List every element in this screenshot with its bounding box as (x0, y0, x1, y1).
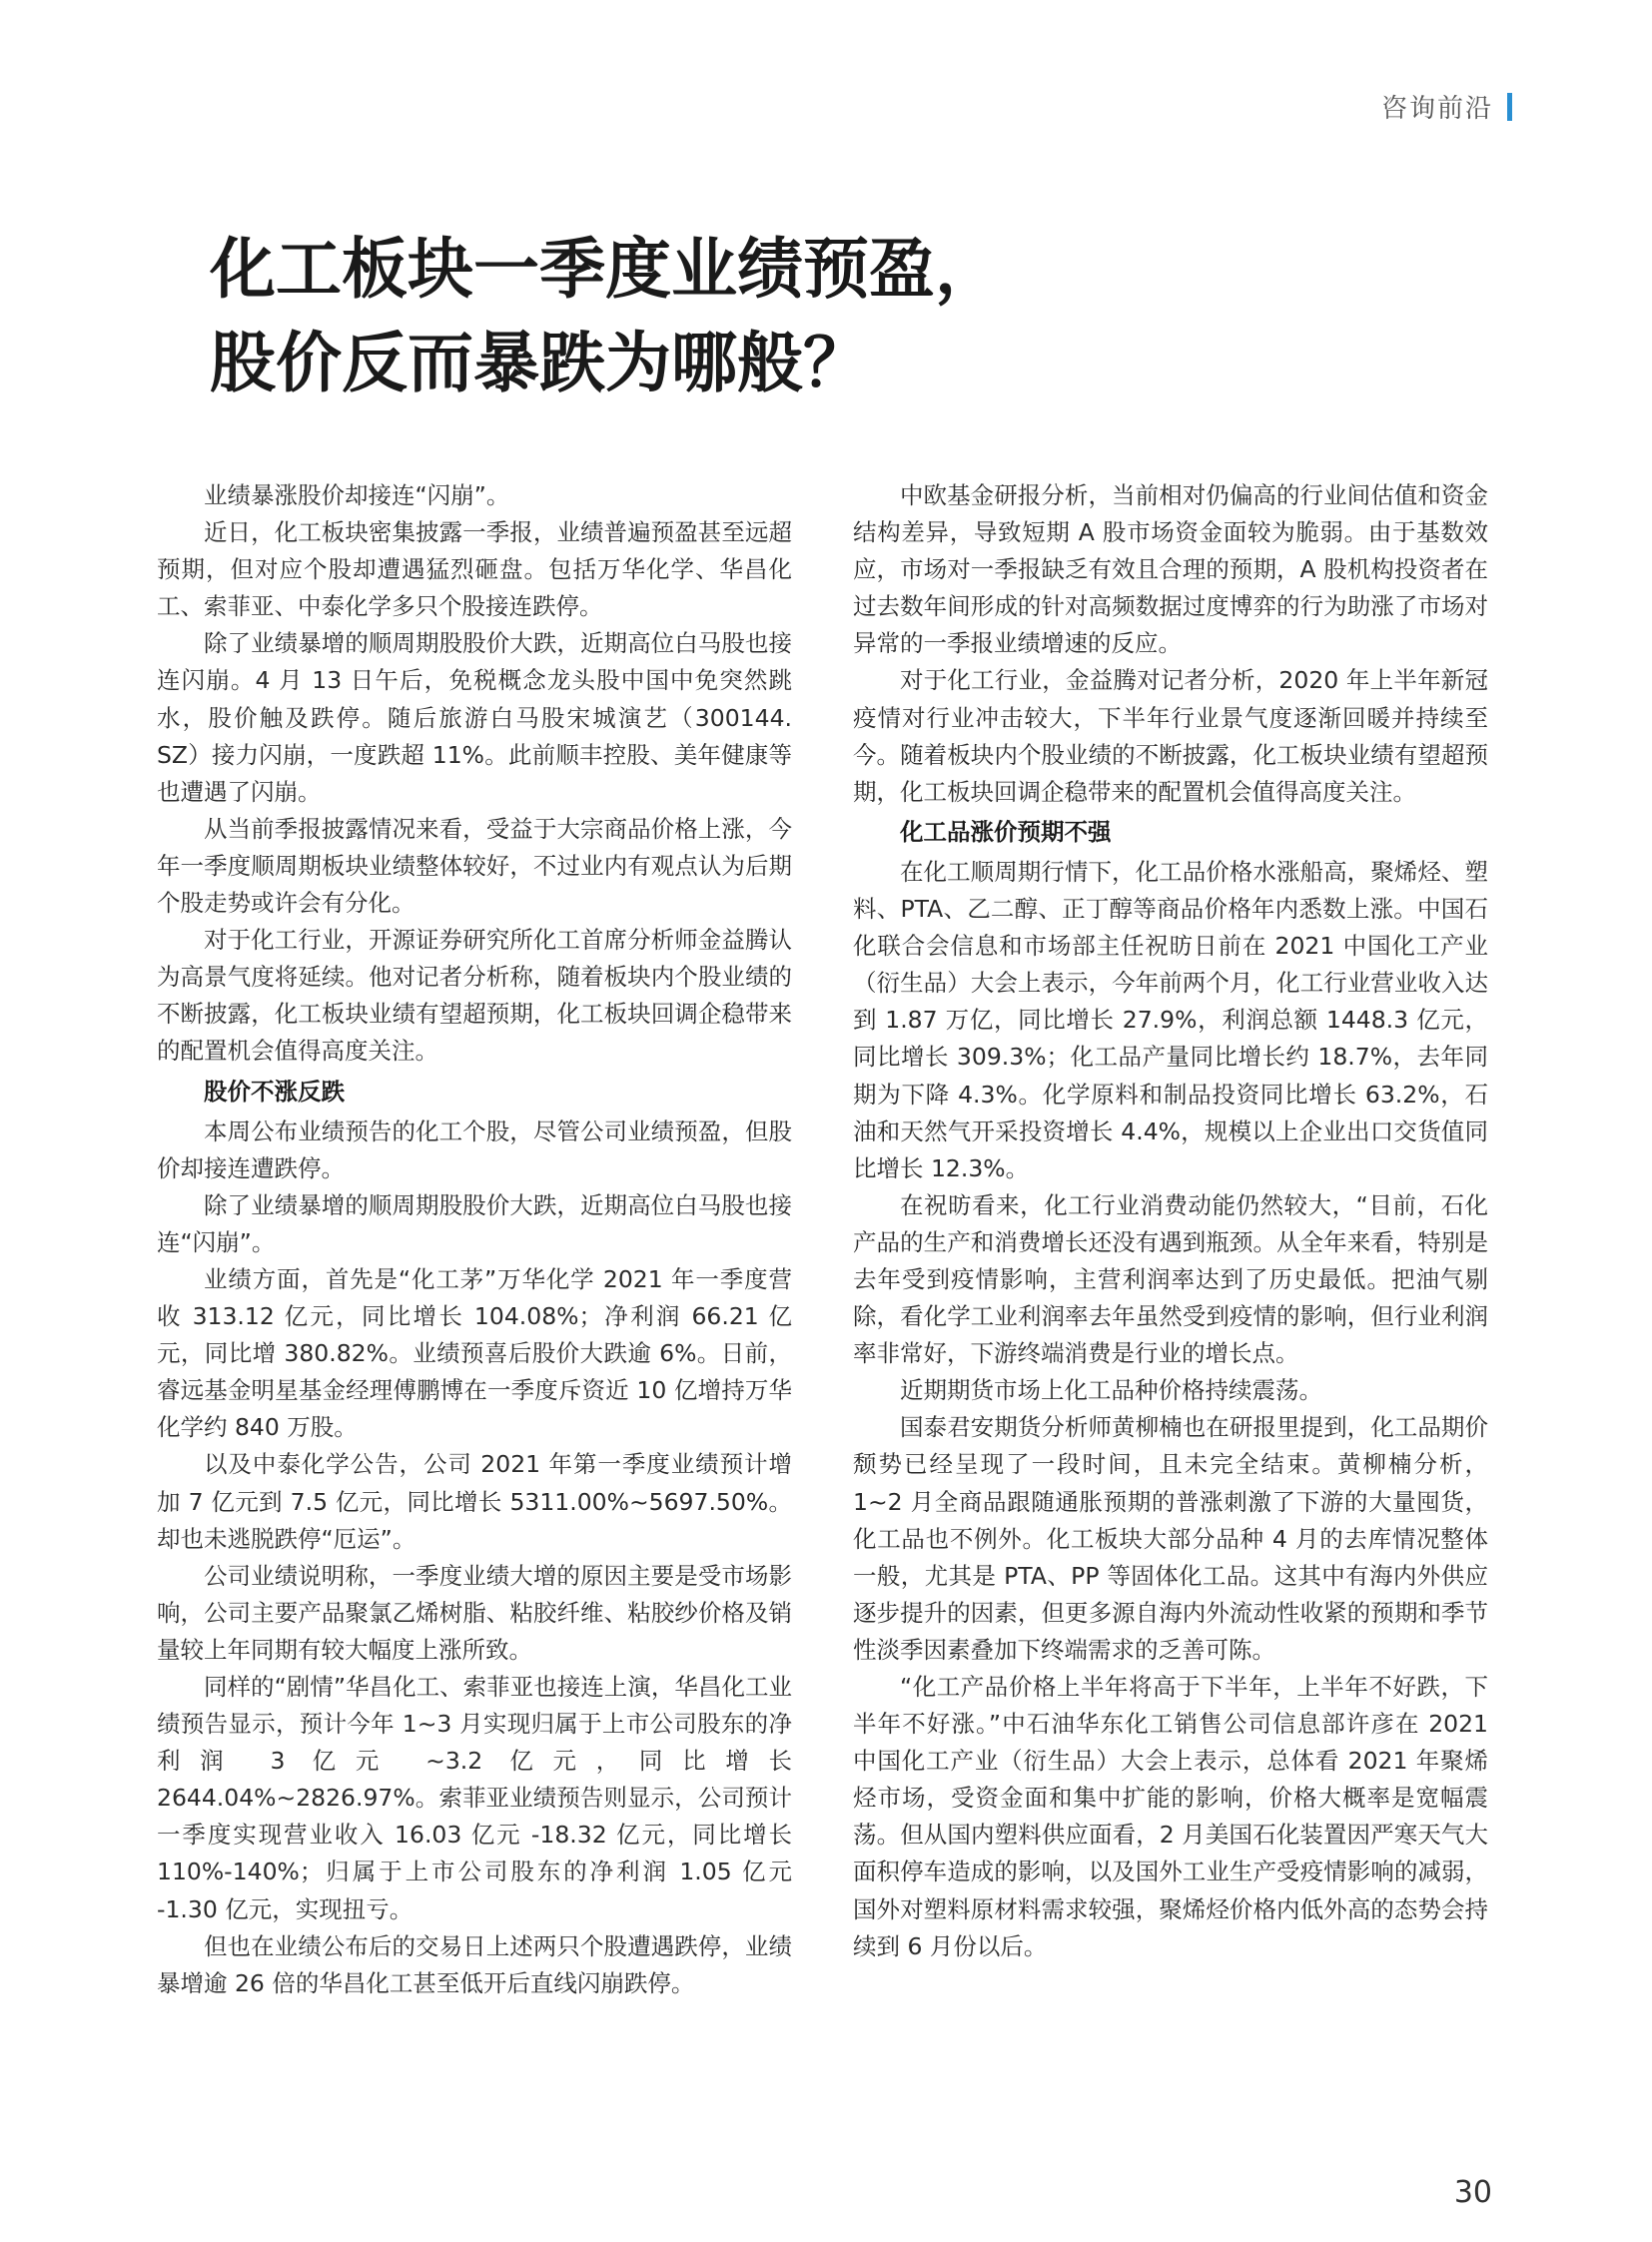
left-column (157, 477, 792, 2002)
paragraph: 在祝昉看来，化工行业消费动能仍然较大，“目前，石化产品的生产和消费增长还没有遇到瓶颈。从全年来看，特别是去年受到疫情影响，主营利润率达到了历史最低。把油气剔除，看化学工业利润率去年虽然受到疫情的影响，但行业利润率非常好，下游终端消费是行业的增长点。 (853, 1190, 1488, 1368)
paragraph: 同样的“剧情”华昌化工、索菲亚也接连上演，华昌化工业绩预告显示，预计今年 1~3 月实现归属于上市公司股东的净利润 3 亿元 ~3.2 亿元，同比增长 2644.04%~2826.97%。索菲亚业绩预告则显示，公司预计一季度实现营业收入 16.03 亿元 -18.32 亿元，同比增长 110%-140%；归属于上市公司股东的净利润 1.05 亿元 -1.30 亿元，实现扭亏。 (157, 1673, 792, 1923)
paragraph: 但也在业绩公布后的交易日上述两只个股遭遇跌停，业绩暴增逾 26 倍的华昌化工甚至低开后直线闪崩跌停。 (157, 1931, 792, 1997)
page-number: 30 (1453, 2175, 1492, 2210)
paragraph: 本周公布业绩预告的化工个股，尽管公司业绩预盈，但股价却接连遭跌停。 (157, 1117, 792, 1182)
paragraph: 除了业绩暴增的顺周期股股价大跌，近期高位白马股也接连“闪崩”。 (157, 1190, 792, 1256)
paragraph: 业绩方面，首先是“化工茅”万华化学 2021 年一季度营收 313.12 亿元，同比增长 104.08%；净利润 66.21 亿元，同比增 380.82%。业绩预喜后股价大跌逾 6%。日前，睿远基金明星基金经理傅鹏博在一季度斥资近 10 亿增持万华化学约 840 万股。 (157, 1264, 792, 1442)
paragraph: 在化工顺周期行情下，化工品价格水涨船高，聚烯烃、塑料、PTA、乙二醇、正丁醇等商品价格年内悉数上涨。中国石化联合会信息和市场部主任祝昉日前在 2021 中国化工产业（衍生品）大会上表示，今年前两个月，化工行业营业收入达到 1.87 万亿，同比增长 27.9%，利润总额 1448.3 亿元，同比增长 309.3%；化工品产量同比增长约 18.7%，去年同期为下降 4.3%。化学原料和制品投资同比增长 63.2%，石油和天然气开采投资增长 4.4%，规模以上企业出口交货值同比增长 12.3%。 (853, 857, 1488, 1182)
section-accent-bar (1507, 93, 1512, 121)
section-header (1381, 88, 1512, 125)
paragraph: 除了业绩暴增的顺周期股股价大跌，近期高位白马股也接连闪崩。4 月 13 日午后，免税概念龙头股中国中免突然跳水，股价触及跌停。随后旅游白马股宋城演艺（300144. SZ）接力闪崩，一度跌超 11%。此前顺丰控股、美年健康等也遭遇了闪崩。 (157, 629, 792, 806)
paragraph: 业绩暴涨股价却接连“闪崩”。 (204, 481, 510, 509)
right-column (853, 477, 1488, 1965)
article-title-line-1: 化工板块一季度业绩预盈， (210, 230, 1001, 308)
paragraph: 近日，化工板块密集披露一季报，业绩普遍预盈甚至远超预期，但对应个股却遭遇猛烈砸盘。包括万华化学、华昌化工、索菲亚、中泰化学多只个股接连跌停。 (157, 518, 792, 621)
subheading: 股价不涨反跌 (204, 1077, 345, 1106)
subheading: 化工品涨价预期不强 (900, 817, 1112, 846)
article-title (210, 222, 1508, 409)
paragraph: 对于化工行业，金益腾对记者分析，2020 年上半年新冠疫情对行业冲击较大，下半年行业景气度逐渐回暖并持续至今。随着板块内个股业绩的不断披露，化工板块业绩有望超预期，化工板块回调企稳带来的配置机会值得高度关注。 (853, 666, 1488, 806)
paragraph: 以及中泰化学公告，公司 2021 年第一季度业绩预计增加 7 亿元到 7.5 亿元，同比增长 5311.00%~5697.50%。却也未逃脱跌停“厄运”。 (157, 1450, 792, 1553)
paragraph: 公司业绩说明称，一季度业绩大增的原因主要是受市场影响，公司主要产品聚氯乙烯树脂、粘胶纤维、粘胶纱价格及销量较上年同期有较大幅度上涨所致。 (157, 1561, 792, 1664)
section-label: 咨询前沿 (1380, 94, 1493, 124)
paragraph: 国泰君安期货分析师黄柳楠也在研报里提到，化工品期价颓势已经呈现了一段时间，且未完全结束。黄柳楠分析，1~2 月全商品跟随通胀预期的普涨刺激了下游的大量囤货，化工品也不例外。化工板块大部分品种 4 月的去库情况整体一般，尤其是 PTA、PP 等固体化工品。这其中有海内外供应逐步提升的因素，但更多源自海内外流动性收紧的预期和季节性淡季因素叠加下终端需求的乏善可陈。 (853, 1413, 1488, 1664)
paragraph: “化工产品价格上半年将高于下半年，上半年不好跌，下半年不好涨。”中石油华东化工销售公司信息部许彦在 2021 中国化工产业（衍生品）大会上表示，总体看 2021 年聚烯烃市场，受资金面和集中扩能的影响，价格大概率是宽幅震荡。但从国内塑料供应面看，2 月美国石化装置因严寒天气大面积停车造成的影响，以及国外工业生产受疫情影响的减弱，国外对塑料原材料需求较强，聚烯烃价格内低外高的态势会持续到 6 月份以后。 (853, 1673, 1488, 1960)
article-title-line-2: 股价反而暴跌为哪般？ (210, 324, 869, 401)
paragraph: 中欧基金研报分析，当前相对仍偏高的行业间估值和资金结构差异，导致短期 A 股市场资金面较为脆弱。由于基数效应，市场对一季报缺乏有效且合理的预期，A 股机构投资者在过去数年间形成的针对高频数据过度博弈的行为助涨了市场对异常的一季报业绩增速的反应。 (853, 481, 1488, 658)
paragraph: 近期期货市场上化工品种价格持续震荡。 (900, 1376, 1322, 1405)
paragraph: 对于化工行业，开源证券研究所化工首席分析师金益腾认为高景气度将延续。他对记者分析称，随着板块内个股业绩的不断披露，化工板块业绩有望超预期，化工板块回调企稳带来的配置机会值得高度关注。 (157, 926, 792, 1066)
paragraph: 从当前季报披露情况来看，受益于大宗商品价格上涨，今年一季度顺周期板块业绩整体较好，不过业内有观点认为后期个股走势或许会有分化。 (157, 814, 792, 918)
